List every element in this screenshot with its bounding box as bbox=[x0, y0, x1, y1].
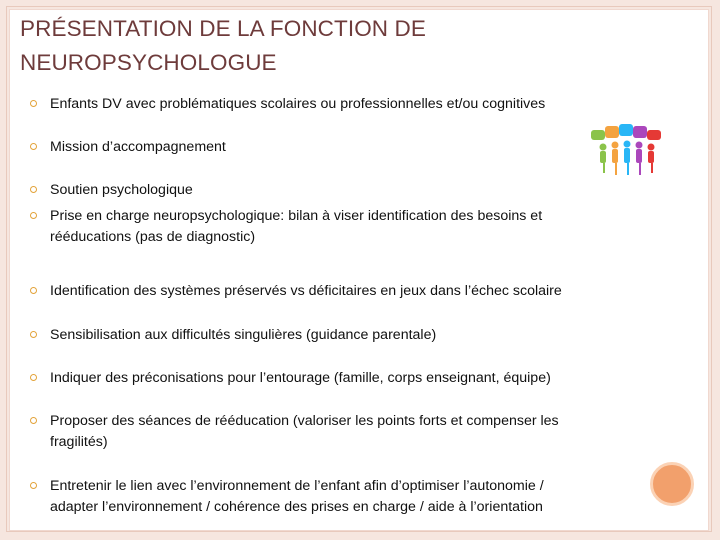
bullet-marker-icon bbox=[30, 482, 37, 489]
bullet-text-line-1: Prise en charge neuropsychologique: bilan à viser identification des besoins et bbox=[50, 208, 543, 224]
bullet-text-line-2: rééducations (pas de diagnostic) bbox=[50, 229, 256, 245]
bullet-marker-icon bbox=[30, 186, 37, 193]
list-item bbox=[24, 476, 674, 518]
bullet-text-line-2: adapter l’environnement / cohérence des prises en charge / aide à l’orientation bbox=[50, 499, 543, 515]
accent-circle bbox=[650, 462, 694, 506]
slide bbox=[10, 10, 708, 530]
bullet-marker-icon bbox=[30, 287, 37, 294]
bullet-marker-icon bbox=[30, 374, 37, 381]
bullet-text: Soutien psychologique bbox=[50, 182, 193, 198]
title-line-2: NEUROPSYCHOLOGUE bbox=[20, 50, 277, 75]
list-item bbox=[24, 137, 674, 158]
list-item bbox=[24, 368, 674, 389]
bullet-text: Sensibilisation aux difficultés singulières (guidance parentale) bbox=[50, 327, 437, 343]
page-title bbox=[20, 12, 580, 80]
bullet-text: Indiquer des préconisations pour l’entourage (famille, corps enseignant, équipe) bbox=[50, 370, 551, 386]
list-item bbox=[24, 206, 674, 248]
bullet-marker-icon bbox=[30, 417, 37, 424]
title-line-1: PRÉSENTATION DE LA FONCTION DE bbox=[20, 16, 426, 41]
list-item bbox=[24, 281, 674, 302]
bullet-marker-icon bbox=[30, 143, 37, 150]
bullet-marker-icon bbox=[30, 331, 37, 338]
bullet-marker-icon bbox=[30, 100, 37, 107]
bullet-text-line-2: fragilités) bbox=[50, 434, 108, 450]
list-item bbox=[24, 180, 674, 201]
bullet-text: Enfants DV avec problématiques scolaires ou professionnelles et/ou cognitives bbox=[50, 96, 546, 112]
list-item bbox=[24, 325, 674, 346]
bullet-text-line-1: Proposer des séances de rééducation (valoriser les points forts et compenser les bbox=[50, 413, 559, 429]
bullet-text-line-1: Entretenir le lien avec l’environnement de l’enfant afin d’optimiser l’autonomie / bbox=[50, 478, 544, 494]
bullet-text: Mission d’accompagnement bbox=[50, 139, 226, 155]
bullet-marker-icon bbox=[30, 212, 37, 219]
list-item bbox=[24, 411, 674, 453]
list-item bbox=[24, 94, 674, 115]
bullet-text: Identification des systèmes préservés vs déficitaires en jeux dans l’échec scolaire bbox=[50, 283, 562, 299]
